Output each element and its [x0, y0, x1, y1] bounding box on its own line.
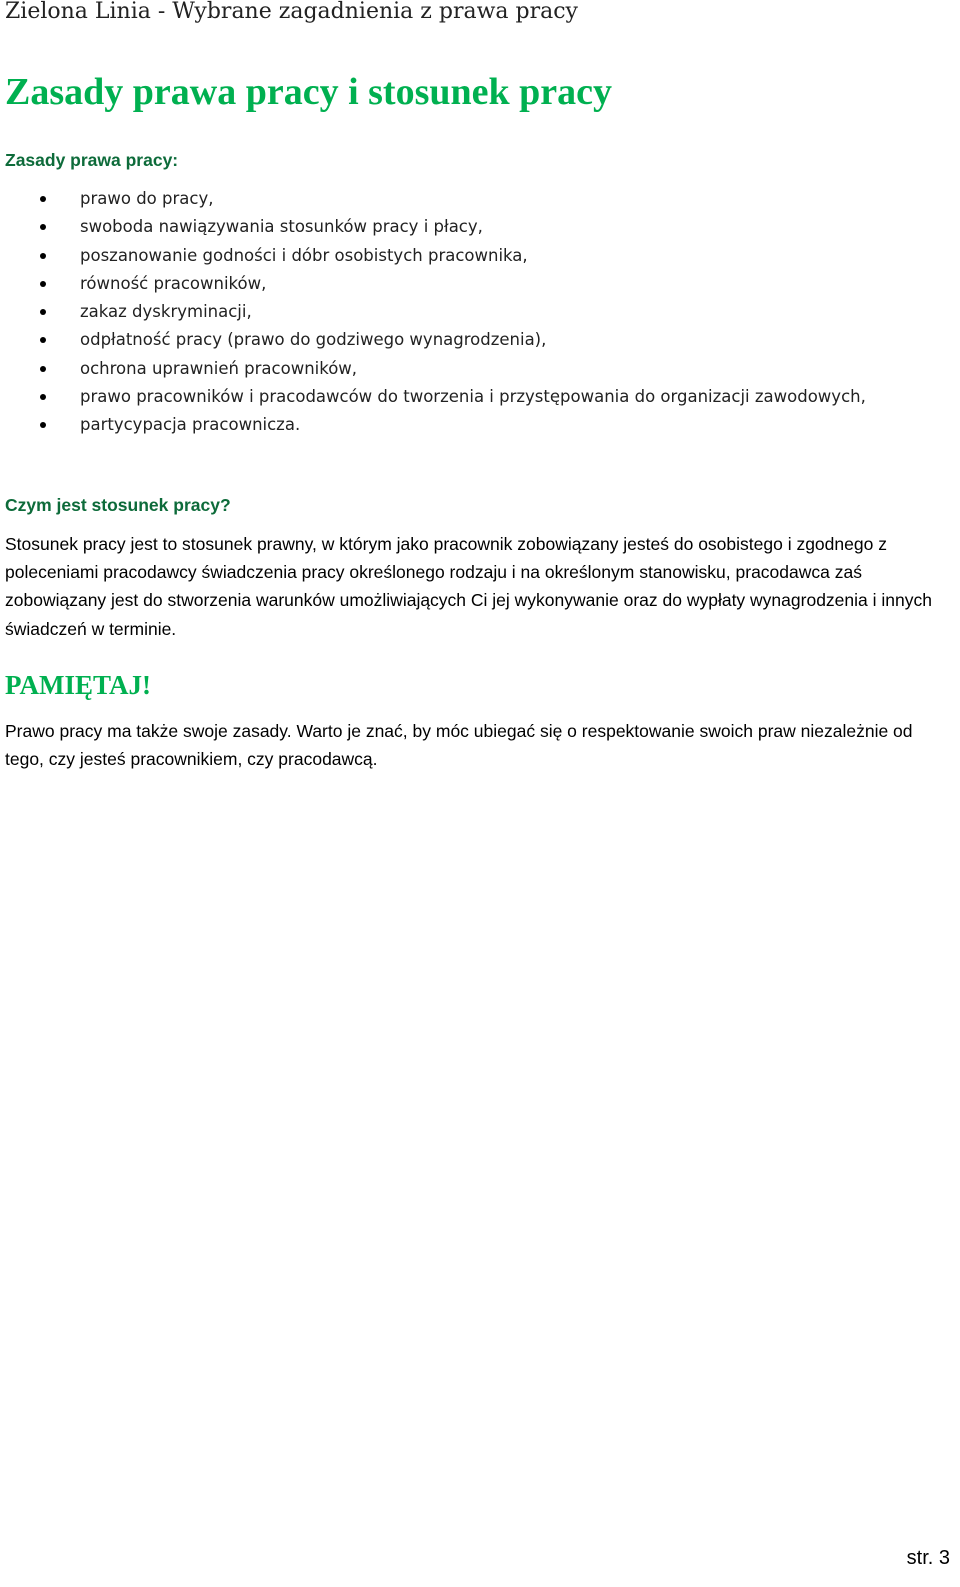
list-item-text: zakaz dyskryminacji,: [80, 302, 252, 322]
document-header: Zielona Linia - Wybrane zagadnienia z prawa pracy: [5, 0, 578, 24]
bullet-icon: [40, 196, 46, 202]
list-item: [0, 213, 920, 241]
employment-relation-definition: Stosunek pracy jest to stosunek prawny, w którym jako pracownik zobowiązany jesteś do osobistego i zgodnego z poleceniami pracodawcy świadczenia pracy określonego rodzaju i na określonym stanowisku, pracodawca zaś zobowiązany jest do stworzenia warunków umożliwiających Ci jej wykonywanie oraz do wypłaty wynagrodzenia i innych świadczeń w terminie.: [5, 534, 932, 639]
list-item: [0, 298, 920, 326]
remember-text: Prawo pracy ma także swoje zasady. Warto je znać, by móc ubiegać się o respektowanie swoich praw niezależnie od tego, czy jesteś pracownikiem, czy pracodawcą.: [5, 721, 913, 770]
remember-heading: PAMIĘTAJ!: [5, 670, 151, 700]
list-item: [0, 242, 920, 270]
bullet-icon: [40, 366, 46, 372]
page-number: str. 3: [906, 1547, 950, 1569]
page-title: Zasady prawa pracy i stosunek pracy: [5, 71, 612, 113]
list-item-text: swoboda nawiązywania stosunków pracy i płacy,: [80, 217, 483, 237]
principles-list: [0, 185, 920, 440]
list-item: [0, 185, 920, 213]
list-item-text: odpłatność pracy (prawo do godziwego wynagrodzenia),: [80, 330, 547, 350]
bullet-icon: [40, 224, 46, 230]
bullet-icon: [40, 422, 46, 428]
list-item: [0, 326, 920, 354]
bullet-icon: [40, 253, 46, 259]
bullet-icon: [40, 394, 46, 400]
list-item-text: prawo pracowników i pracodawców do tworzenia i przystępowania do organizacji zawodowych,: [80, 387, 866, 407]
bullet-icon: [40, 337, 46, 343]
list-item: [0, 355, 920, 383]
list-item-text: ochrona uprawnień pracowników,: [80, 358, 358, 378]
list-item-text: partycypacja pracownicza.: [80, 415, 301, 435]
list-item-text: prawo do pracy,: [80, 189, 214, 208]
bullet-icon: [40, 281, 46, 287]
list-item: [0, 411, 920, 439]
principles-heading: Zasady prawa pracy:: [5, 150, 179, 170]
list-item: [0, 270, 920, 298]
list-item-text: równość pracowników,: [80, 273, 267, 293]
employment-relation-heading: Czym jest stosunek pracy?: [5, 495, 231, 515]
list-item-text: poszanowanie godności i dóbr osobistych pracownika,: [80, 245, 528, 265]
bullet-icon: [40, 309, 46, 315]
list-item: [0, 383, 920, 411]
